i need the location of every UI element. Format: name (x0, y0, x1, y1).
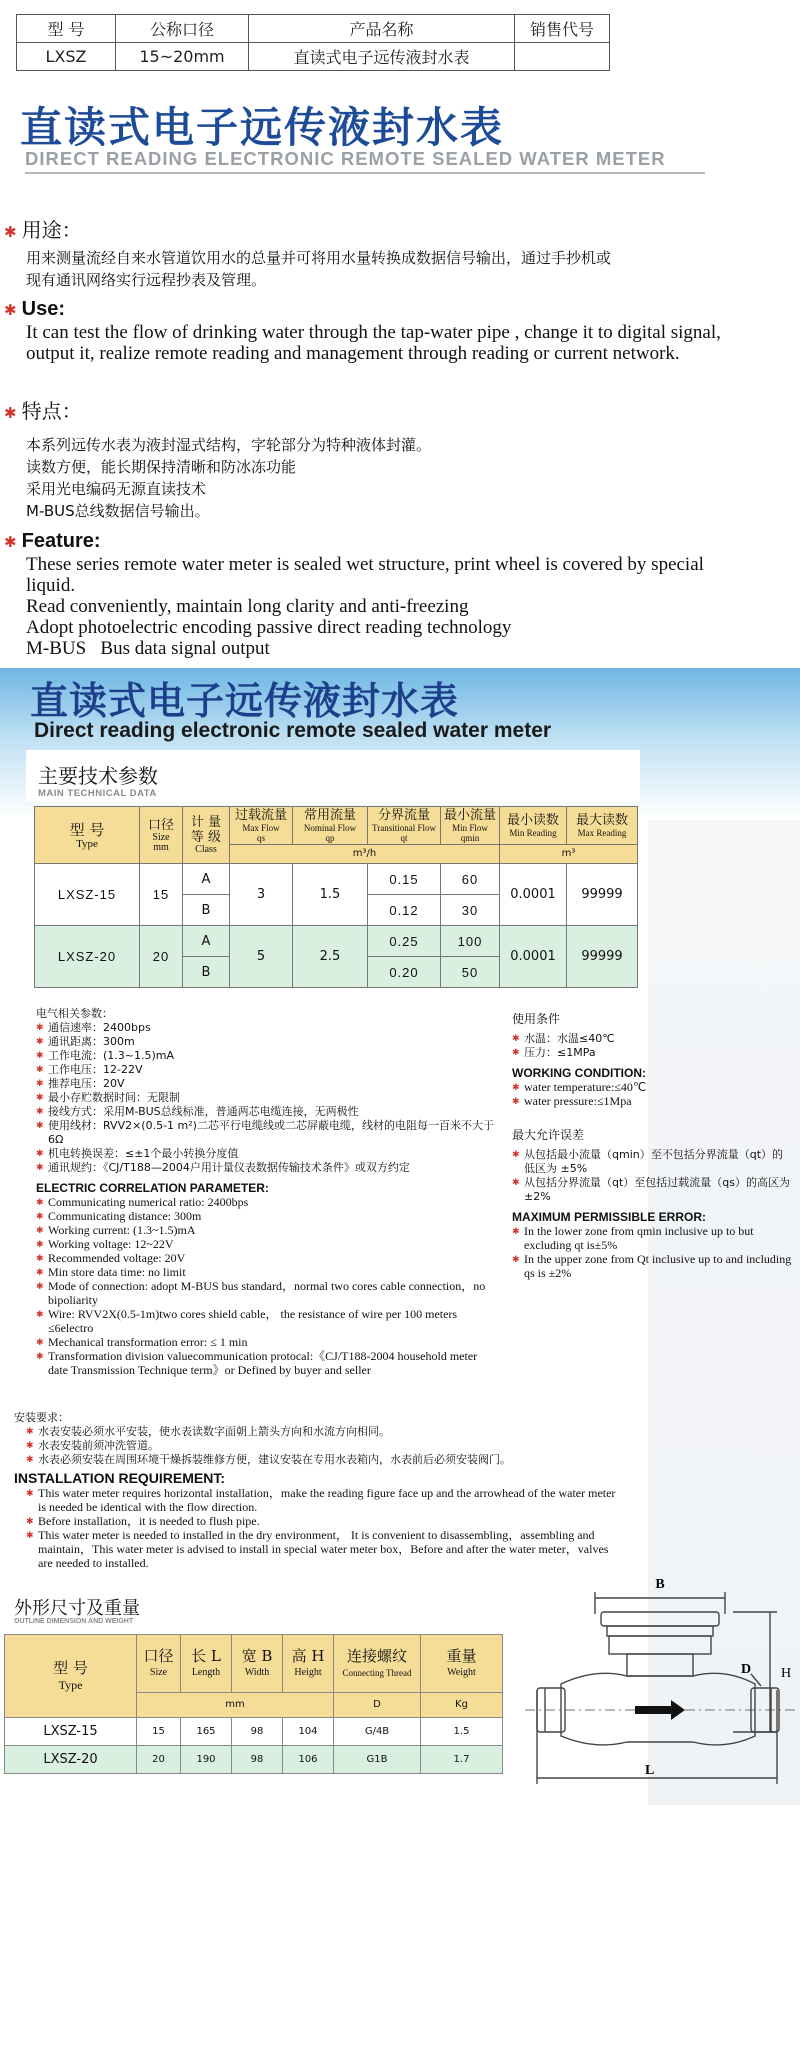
text-line: Adopt photoelectric encoding passive direct reading technology (26, 617, 512, 638)
th-maxr-cn: 最大读数 (575, 812, 628, 828)
table-row-type: LXSZ-15 (5, 1718, 137, 1746)
th-class-en: Class (195, 844, 217, 855)
electrical-list-en (36, 1195, 498, 1377)
cell-weight: 1.7 (421, 1746, 503, 1774)
header-diameter: 公称口径 (116, 15, 249, 43)
star-icon: ✱ (4, 223, 17, 241)
list-item: ✱ 从包括分界流量（qt）至包括过载流量（qs）的高区为 ±2% (512, 1176, 794, 1204)
banner-subtitle: Direct reading electronic remote sealed water meter (34, 719, 552, 742)
th-qs-sym: qs (256, 832, 265, 843)
oth-length-en: Length (191, 1667, 221, 1679)
cell-class-b: B (183, 895, 230, 926)
text-line: Read conveniently, maintain long clarity and anti-freezing (26, 596, 469, 617)
list-item: ✱ Working current: (1.3~1.5)mA (36, 1223, 498, 1237)
star-icon: ✱ (4, 404, 17, 422)
cell-qmin-a: 100 (441, 926, 500, 957)
list-item: ✱ 水温：水温≤40℃ (512, 1032, 794, 1046)
text-line: 读数方便，能长期保持清晰和防冰冻功能 (26, 458, 297, 476)
list-item: ✱ This water meter is needed to installed in the dry environment， It is convenient to disassembling，assembling and maintain，This water meter is advised to install in special water meter box，Before and after the water meter，valves are needed to installed. (26, 1528, 616, 1570)
th-qmin-en: Min Flow (452, 822, 488, 833)
table-row-type: LXSZ-20 (35, 926, 140, 988)
use-heading-cn: 用途： (21, 218, 82, 242)
th-type-cn: 型 号 (69, 821, 105, 839)
outline-table (4, 1634, 503, 1774)
list-item: ✱ water pressure:≤1Mpa (512, 1094, 794, 1108)
th-type-en: Type (76, 838, 98, 850)
cell-size: 20 (137, 1746, 181, 1774)
th-size (140, 807, 183, 864)
cell-class-a: A (183, 864, 230, 895)
th-qt (368, 807, 441, 845)
cell-height: 104 (283, 1718, 334, 1746)
th-qmin-sym: qmin (460, 832, 480, 843)
feature-section-en (4, 530, 101, 553)
list-item: ✱ Communicating distance: 300m (36, 1209, 498, 1223)
list-item: ✱ 机电转换误差：≤±1个最小转换分度值 (36, 1147, 498, 1161)
cell-length: 165 (181, 1718, 232, 1746)
oth-thread-cn: 连接螺纹 (346, 1647, 407, 1666)
th-qp-en: Nominal Flow (303, 822, 357, 833)
cell-thread: G/4B (334, 1718, 421, 1746)
oth-size-cn: 口径 (143, 1647, 174, 1666)
install-list-en (26, 1486, 616, 1570)
electrical-section (36, 1007, 498, 1377)
table-row-size: 20 (140, 926, 183, 988)
conditions-section (512, 1012, 794, 1280)
cell-qs: 3 (230, 864, 293, 926)
outline-heading-en: OUTLINE DIMENSION AND WEIGHT (14, 1618, 134, 1625)
th-qt-en: Transitional Flow (372, 822, 436, 833)
th-max-reading (567, 807, 638, 845)
text-line: M-BUS总线数据信号输出。 (26, 502, 210, 520)
cell-height: 106 (283, 1746, 334, 1774)
oth-size (137, 1635, 181, 1693)
oth-length (181, 1635, 232, 1693)
oth-weight-cn: 重量 (446, 1647, 477, 1666)
list-item: ✱ 水表安装必须水平安装，使水表读数字面朝上箭头方向和水流方向相同。 (26, 1425, 624, 1439)
conditions-heading-en: WORKING CONDITION: (512, 1066, 646, 1080)
cell-qt-a: 0.15 (368, 864, 441, 895)
text-line: 本系列远传水表为液封湿式结构，字轮部分为特种液体封灌。 (26, 436, 432, 454)
oth-weight (421, 1635, 503, 1693)
electrical-heading-en: ELECTRIC CORRELATION PARAMETER: (36, 1181, 269, 1195)
title-divider (25, 172, 705, 174)
tech-heading-cn: 主要技术参数 (38, 764, 158, 788)
text-line: 采用光电编码无源直读技术 (26, 480, 207, 498)
th-type (35, 807, 140, 864)
th-reading-unit: m³ (500, 844, 638, 863)
list-item: ✱ This water meter requires horizontal installation，make the reading figure face up and the arrowhead of the water meter is needed be identical with the flow direction. (26, 1486, 616, 1514)
oth-height-cn: 高 H (291, 1647, 325, 1666)
meter-lid (601, 1612, 719, 1626)
main-title-en: DIRECT READING ELECTRONIC REMOTE SEALED WATER METER (25, 148, 666, 169)
cell-sales-code (515, 43, 610, 71)
cell-thread: G1B (334, 1746, 421, 1774)
th-flow-unit: m³/h (230, 844, 500, 863)
list-item: ✱ Before installation，it is needed to flush pipe. (26, 1514, 616, 1528)
cell-qmin-b: 30 (441, 895, 500, 926)
list-item: ✱ water temperature:≤40℃ (512, 1080, 794, 1094)
list-item: ✱ 使用线材：RVV2×(0.5-1 m²)二芯平行电缆线或二芯屏蔽电缆，线材的电阻每一百米不大于6Ω (36, 1119, 498, 1147)
cell-class-a: A (183, 926, 230, 957)
oth-unit-d: D (334, 1692, 421, 1717)
install-heading-en: INSTALLATION REQUIREMENT: (14, 1470, 226, 1486)
error-list-en (512, 1224, 794, 1280)
list-item: ✱ 压力：≤1MPa (512, 1046, 794, 1060)
cell-class-b: B (183, 957, 230, 988)
cell-qmin-b: 50 (441, 957, 500, 988)
cell-qt-b: 0.12 (368, 895, 441, 926)
cell-max-reading: 99999 (567, 926, 638, 988)
th-qs (230, 807, 293, 845)
use-section-cn (4, 214, 82, 243)
list-item: ✱ 从包括最小流量（qmin）至不包括分界流量（qt）的低区为 ±5% (512, 1148, 794, 1176)
th-qt-cn: 分界流量 (377, 807, 430, 823)
list-item: ✱ In the lower zone from qmin inclusive up to but excluding qt is±5% (512, 1224, 794, 1252)
text-line: These series remote water meter is sealed wet structure, print wheel is covered by special (26, 554, 704, 575)
list-item: ✱ Communicating numerical ratio: 2400bps (36, 1195, 498, 1209)
text-line: 现有通讯网络实行远程抄表及管理。 (26, 271, 267, 289)
error-list-cn (512, 1148, 794, 1204)
th-qp-cn: 常用流量 (303, 807, 356, 823)
text-line: 用来测量流经自来水管道饮用水的总量并可将用水量转换成数据信号输出，通过手抄机或 (26, 249, 612, 267)
cell-max-reading: 99999 (567, 864, 638, 926)
list-item: ✱ In the upper zone from Qt inclusive up to and including qs is ±2% (512, 1252, 794, 1280)
electrical-list-cn (36, 1021, 498, 1175)
oth-width (232, 1635, 283, 1693)
label-h: H (781, 1666, 792, 1681)
electrical-heading-cn: 电气相关参数： (36, 1007, 113, 1020)
feature-heading-cn: 特点： (21, 399, 82, 423)
th-qp (293, 807, 368, 845)
use-text-cn (26, 247, 611, 291)
cell-qs: 5 (230, 926, 293, 988)
list-item: ✱ 推荐电压：20V (36, 1077, 498, 1091)
header-sales-code: 销售代号 (515, 15, 610, 43)
th-qt-sym: qt (400, 832, 408, 843)
th-size-cn: 口径 (147, 817, 174, 833)
th-qs-en: Max Flow (242, 822, 280, 833)
th-class (183, 807, 230, 864)
oth-type (5, 1635, 137, 1718)
cell-type: LXSZ (17, 43, 116, 71)
star-icon: ✱ (4, 301, 17, 319)
cell-qp: 1.5 (293, 864, 368, 926)
list-item: ✱ 工作电流：(1.3~1.5)mA (36, 1049, 498, 1063)
list-item: ✱ 水表必须安装在周围环境干燥拆装维修方便，建议安装在专用水表箱内，水表前后必须安装阀门。 (26, 1453, 624, 1467)
th-size-en: Size (152, 831, 170, 843)
oth-size-en: Size (149, 1667, 168, 1679)
cell-qt-b: 0.20 (368, 957, 441, 988)
text-line: M-BUS Bus data signal output (26, 638, 270, 659)
star-icon: ✱ (4, 533, 17, 551)
list-item: ✱ Min store data time: no limit (36, 1265, 498, 1279)
cell-length: 190 (181, 1746, 232, 1774)
install-section (14, 1411, 624, 1570)
oth-weight-en: Weight (447, 1667, 476, 1679)
oth-type-cn: 型 号 (53, 1659, 88, 1677)
table-row-size: 15 (140, 864, 183, 926)
use-heading-en: Use: (21, 298, 66, 320)
list-item: ✱ Mechanical transformation error: ≤ 1 min (36, 1335, 498, 1349)
cell-width: 98 (232, 1718, 283, 1746)
product-table (16, 14, 610, 71)
oth-type-en: Type (58, 1678, 83, 1692)
water-meter-drawing (515, 1570, 800, 1805)
use-section-en (4, 298, 65, 321)
th-class-cn: 计 量 等 级 (190, 815, 222, 845)
label-l: L (645, 1763, 655, 1778)
text-line: liquid. (26, 575, 76, 596)
header-product-name: 产品名称 (249, 15, 515, 43)
text-line: It can test the flow of drinking water through the tap-water pipe , change it to digital signal, (26, 322, 721, 343)
feature-text-cn (26, 434, 431, 522)
list-item: ✱ Wire: RVV2X(0.5-1m)two cores shield cable， the resistance of wire per 100 meters ≤6electro (36, 1307, 498, 1335)
oth-height (283, 1635, 334, 1693)
cell-min-reading: 0.0001 (500, 864, 567, 926)
cell-qp: 2.5 (293, 926, 368, 988)
th-qs-cn: 过载流量 (234, 807, 287, 823)
outline-heading-cn: 外形尺寸及重量 (14, 1598, 140, 1619)
list-item: ✱ 最小存贮数据时间：无限制 (36, 1091, 498, 1105)
error-heading-cn: 最大允许误差 (512, 1128, 585, 1142)
th-qmin-cn: 最小流量 (443, 807, 496, 823)
table-row-type: LXSZ-15 (35, 864, 140, 926)
tech-table (34, 806, 638, 988)
th-qp-sym: qp (325, 832, 335, 843)
list-item: ✱ 通信速率：2400bps (36, 1021, 498, 1035)
list-item: ✱ 通讯距离：300m (36, 1035, 498, 1049)
list-item: ✱ Mode of connection: adopt M-BUS bus standard，normal two cores cable connection，no bipoliarity (36, 1279, 498, 1307)
th-minr-cn: 最小读数 (506, 812, 559, 828)
list-item: ✱ 水表安装前须冲洗管道。 (26, 1439, 624, 1453)
oth-width-cn: 宽 B (241, 1647, 273, 1666)
table-row-type: LXSZ-20 (5, 1746, 137, 1774)
cell-qt-a: 0.25 (368, 926, 441, 957)
feature-section-cn (4, 395, 82, 424)
main-title: 直读式电子远传液封水表 (20, 103, 505, 152)
oth-thread-en: Connecting Thread (342, 1668, 412, 1679)
install-heading-cn: 安装要求： (14, 1411, 69, 1424)
banner-title: 直读式电子远传液封水表 (30, 678, 460, 723)
header-type: 型 号 (17, 15, 116, 43)
error-heading-en: MAXIMUM PERMISSIBLE ERROR: (512, 1210, 707, 1224)
th-qmin (441, 807, 500, 845)
text-line: output it, realize remote reading and management through reading or current network. (26, 343, 680, 364)
oth-length-cn: 长 L (191, 1647, 221, 1666)
list-item: ✱ 通讯规约：《CJ/T188—2004户用计量仪表数据传输技术条件》或双方约定 (36, 1161, 498, 1175)
list-item: ✱ 接线方式：采用M-BUS总线标准，普通两芯电缆连接，无两极性 (36, 1105, 498, 1119)
label-b: B (655, 1577, 665, 1592)
cell-weight: 1.5 (421, 1718, 503, 1746)
th-minr-en: Min Reading (509, 827, 557, 838)
conditions-list-cn (512, 1032, 794, 1060)
oth-width-en: Width (244, 1667, 270, 1679)
cell-min-reading: 0.0001 (500, 926, 567, 988)
cell-qmin-a: 60 (441, 864, 500, 895)
oth-height-en: Height (294, 1667, 322, 1679)
flow-arrow-icon (635, 1700, 685, 1720)
feature-text-en (26, 554, 798, 659)
list-item: ✱ Transformation division valuecommunication protocal:《CJ/T188-2004 household meter date Transmission Technique term》or Defined by buyer and seller (36, 1349, 498, 1377)
conditions-list-en (512, 1080, 794, 1108)
conditions-heading-cn: 使用条件 (512, 1012, 561, 1026)
install-list-cn (26, 1425, 624, 1467)
cell-product-name: 直读式电子远传液封水表 (249, 43, 515, 71)
oth-thread (334, 1635, 421, 1693)
th-maxr-en: Max Reading (577, 827, 627, 838)
oth-unit-mm: mm (137, 1692, 334, 1717)
th-min-reading (500, 807, 567, 845)
cell-size: 15 (137, 1718, 181, 1746)
list-item: ✱ Working voltage: 12~22V (36, 1237, 498, 1251)
use-text-en (26, 322, 798, 364)
list-item: ✱ Recommended voltage: 20V (36, 1251, 498, 1265)
tech-heading-en: MAIN TECHNICAL DATA (38, 788, 157, 799)
th-size-unit: mm (153, 841, 169, 853)
label-d: D (741, 1662, 752, 1677)
cell-diameter: 15~20mm (116, 43, 249, 71)
list-item: ✱ 工作电压：12-22V (36, 1063, 498, 1077)
cell-width: 98 (232, 1746, 283, 1774)
oth-unit-kg: Kg (421, 1692, 503, 1717)
feature-heading-en: Feature: (21, 530, 101, 552)
